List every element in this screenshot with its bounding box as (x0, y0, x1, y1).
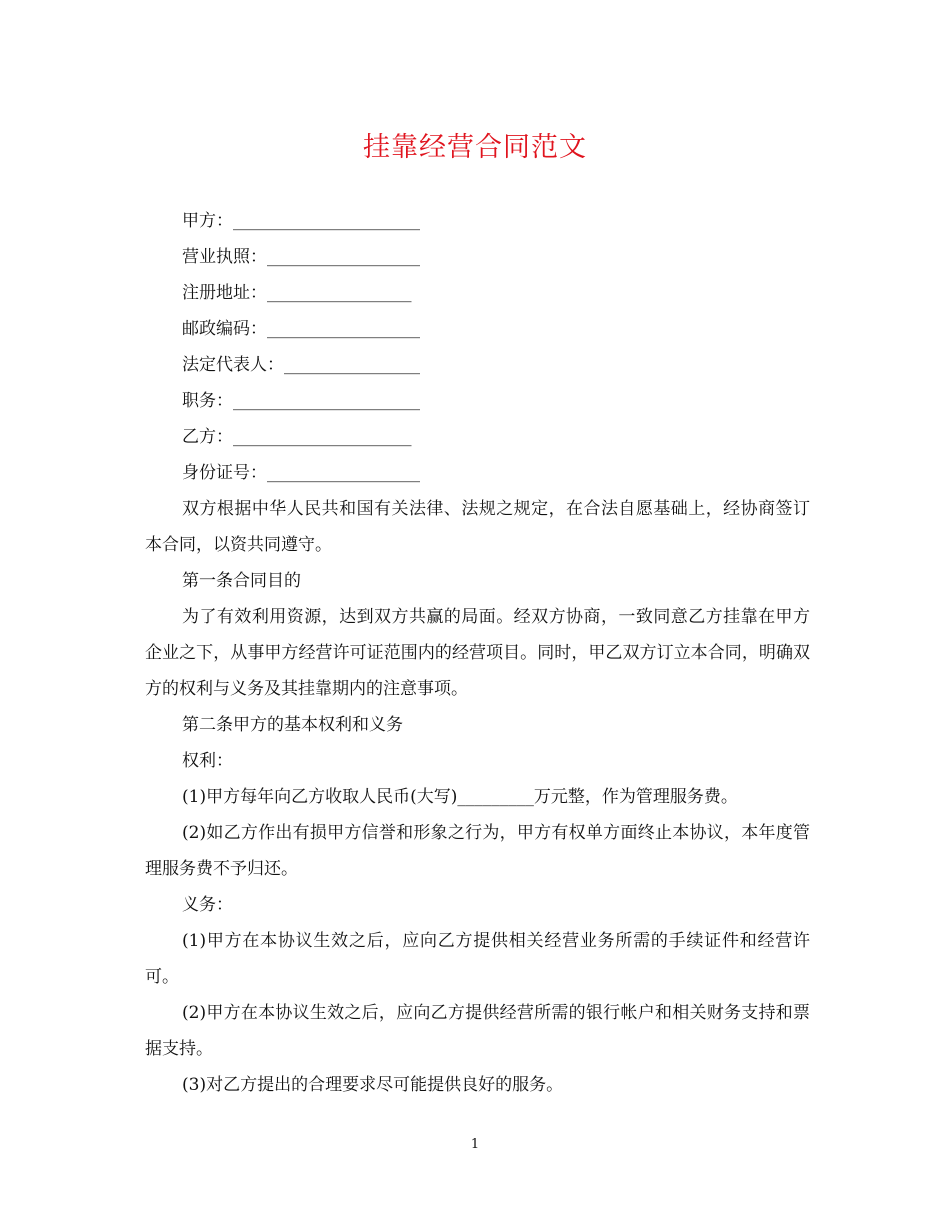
field-party-a: 甲方：______________________ (182, 211, 420, 231)
page-number: 1 (470, 1137, 480, 1152)
field-position: 职务：______________________ (182, 391, 420, 411)
subheading-rights: 权利： (182, 751, 233, 771)
field-legal-representative: 法定代表人：________________ (182, 355, 420, 375)
field-registered-address: 注册地址：_________________ (182, 283, 412, 303)
heading-article-2: 第二条甲方的基本权利和义务 (182, 715, 403, 735)
field-id-number: 身份证号：__________________ (182, 463, 420, 483)
subheading-obligations: 义务： (182, 895, 233, 915)
paragraph-preamble: 双方根据中华人民共和国有关法律、法规之规定，在合法自愿基础上，经协商签订本合同，以资共同遵守。 (145, 499, 810, 555)
paragraph-right-1: (1)甲方每年向乙方收取人民币(大写)_________万元整，作为管理服务费。 (182, 787, 738, 807)
paragraph-article-1: 为了有效利用资源，达到双方共赢的局面。经双方协商，一致同意乙方挂靠在甲方企业之下，从事甲方经营许可证范围内的经营项目。同时，甲乙双方订立本合同，明确双方的权利与义务及其挂靠期内的注意事项。 (145, 607, 810, 699)
heading-article-1: 第一条合同目的 (182, 571, 301, 591)
field-party-b: 乙方：_____________________ (182, 427, 412, 447)
paragraph-right-2: (2)如乙方作出有损甲方信誉和形象之行为，甲方有权单方面终止本协议，本年度管理服务费不予归还。 (145, 823, 810, 879)
field-business-license: 营业执照：__________________ (182, 247, 420, 267)
paragraph-obligation-3: (3)对乙方提出的合理要求尽可能提供良好的服务。 (182, 1075, 564, 1095)
paragraph-obligation-1: (1)甲方在本协议生效之后，应向乙方提供相关经营业务所需的手续证件和经营许可。 (145, 931, 810, 987)
document-body (145, 203, 810, 1103)
field-postal-code: 邮政编码：__________________ (182, 319, 420, 339)
paragraph-obligation-2: (2)甲方在本协议生效之后，应向乙方提供经营所需的银行帐户和相关财务支持和票据支持。 (145, 1003, 810, 1059)
document-title: 挂靠经营合同范文 (363, 132, 587, 163)
